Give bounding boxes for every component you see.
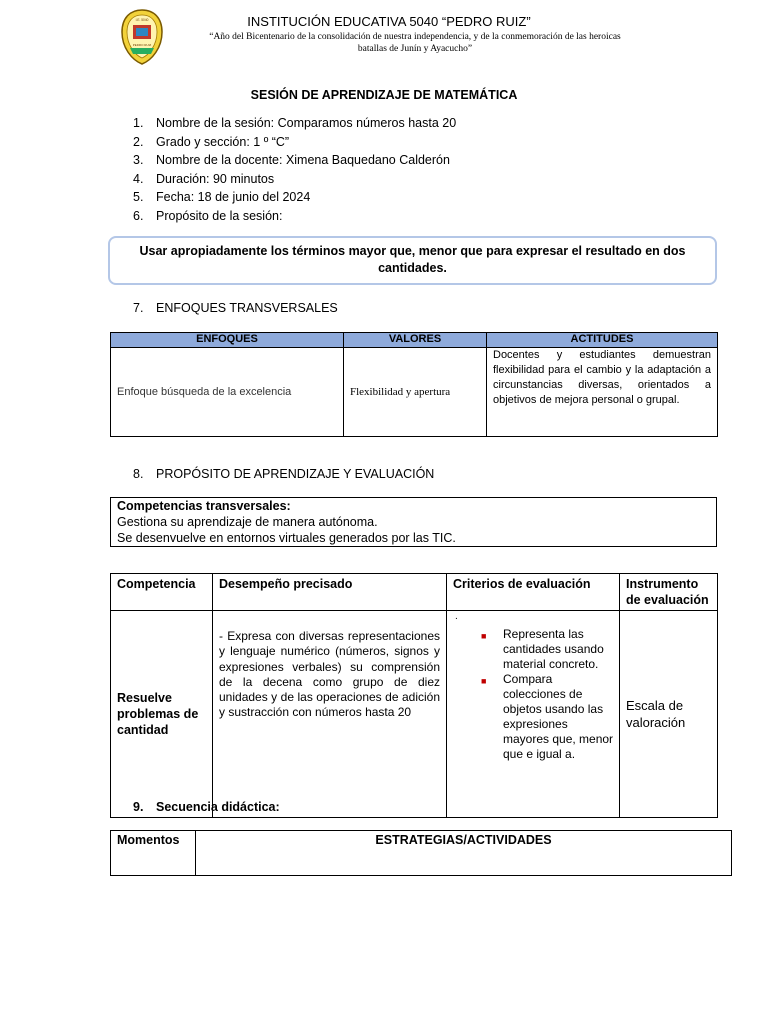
bullet-square-icon: ■ — [481, 676, 487, 686]
competencia-cell: Resuelve problemas de cantidad — [111, 611, 213, 818]
header-actitudes: ACTITUDES — [487, 333, 718, 348]
criterios-list — [451, 627, 615, 762]
session-purpose-box: Usar apropiadamente los términos mayor que, menor que para expresar el resultado en dos cantidades. — [108, 236, 717, 285]
svg-text:I.E. 5040: I.E. 5040 — [135, 18, 149, 22]
enfoque-cell: Enfoque búsqueda de la excelencia — [111, 348, 344, 437]
session-title: SESIÓN DE APRENDIZAJE DE MATEMÁTICA — [250, 88, 518, 102]
criterios-cell — [447, 611, 620, 818]
section-8-heading: 8. PROPÓSITO DE APRENDIZAJE Y EVALUACIÓN — [133, 467, 435, 481]
motto — [180, 31, 650, 55]
criterio-item: ■ Compara colecciones de objetos usando las expresiones mayores que, menor que e igual a. — [481, 672, 614, 761]
header-desempeno: Desempeño precisado — [213, 574, 447, 611]
header-estrategias: ESTRATEGIAS/ACTIVIDADES — [196, 831, 732, 876]
header-competencia: Competencia — [111, 574, 213, 611]
info-item: 4. Duración: 90 minutos — [133, 171, 275, 186]
info-item: 3. Nombre de la docente: Ximena Baquedano Calderón — [133, 153, 450, 168]
session-info-list — [133, 114, 456, 226]
instrumento-cell: Escala de valoración — [620, 611, 718, 818]
competencia-table — [110, 573, 718, 818]
svg-text:PEDRO RUIZ: PEDRO RUIZ — [132, 43, 152, 47]
motto-line-2: batallas de Junín y Ayacucho” — [357, 44, 473, 54]
institution-name: INSTITUCIÓN EDUCATIVA 5040 “PEDRO RUIZ” — [247, 14, 531, 29]
header-enfoques: ENFOQUES — [111, 333, 344, 348]
bullet-square-icon: ■ — [481, 631, 487, 641]
desempeno-cell: - Expresa con diversas representaciones y lenguaje numérico (números, signos y expresiones verbales) su comprensión de la decena como grupo de diez unidades y de las operaciones de adición y sustracción con números hasta 20 — [213, 611, 447, 818]
info-item: 5. Fecha: 18 de junio del 2024 — [133, 190, 311, 205]
momentos-table — [110, 830, 732, 876]
competencia-line: Gestiona su aprendizaje de manera autónoma. — [117, 515, 378, 529]
competencia-line: Se desenvuelve en entornos virtuales generados por las TIC. — [117, 531, 456, 545]
competencias-transversales-title: Competencias transversales: — [117, 499, 291, 513]
criterio-item: ■ Representa las cantidades usando material concreto. — [481, 627, 604, 671]
motto-line-1: “Año del Bicentenario de la consolidación de nuestra independencia, y de la conmemoración de las heroicas — [209, 32, 621, 42]
valor-cell: Flexibilidad y apertura — [344, 348, 487, 437]
header-momentos: Momentos — [111, 831, 196, 876]
header-instrumento: Instrumento de evaluación — [620, 574, 718, 611]
criterios-dot: . — [455, 611, 458, 622]
actitud-cell: Docentes y estudiantes demuestran flexibilidad para el cambio y la adaptación a circunstancias diversas, orientados a objetivos de mejora personal o grupal. — [487, 348, 718, 437]
info-item: 6. Propósito de la sesión: — [133, 208, 283, 223]
header-criterios: Criterios de evaluación — [447, 574, 620, 611]
header-valores: VALORES — [344, 333, 487, 348]
info-item: 1. Nombre de la sesión: Comparamos números hasta 20 — [133, 116, 457, 130]
competencias-transversales-cell — [111, 498, 717, 547]
section-7-heading: 7. ENFOQUES TRANSVERSALES — [133, 301, 338, 315]
competencias-transversales-table — [110, 497, 717, 547]
section-9-heading: 9. Secuencia didáctica: — [133, 800, 280, 814]
enfoques-table — [110, 332, 718, 437]
info-item: 2. Grado y sección: 1 º “C” — [133, 134, 290, 149]
